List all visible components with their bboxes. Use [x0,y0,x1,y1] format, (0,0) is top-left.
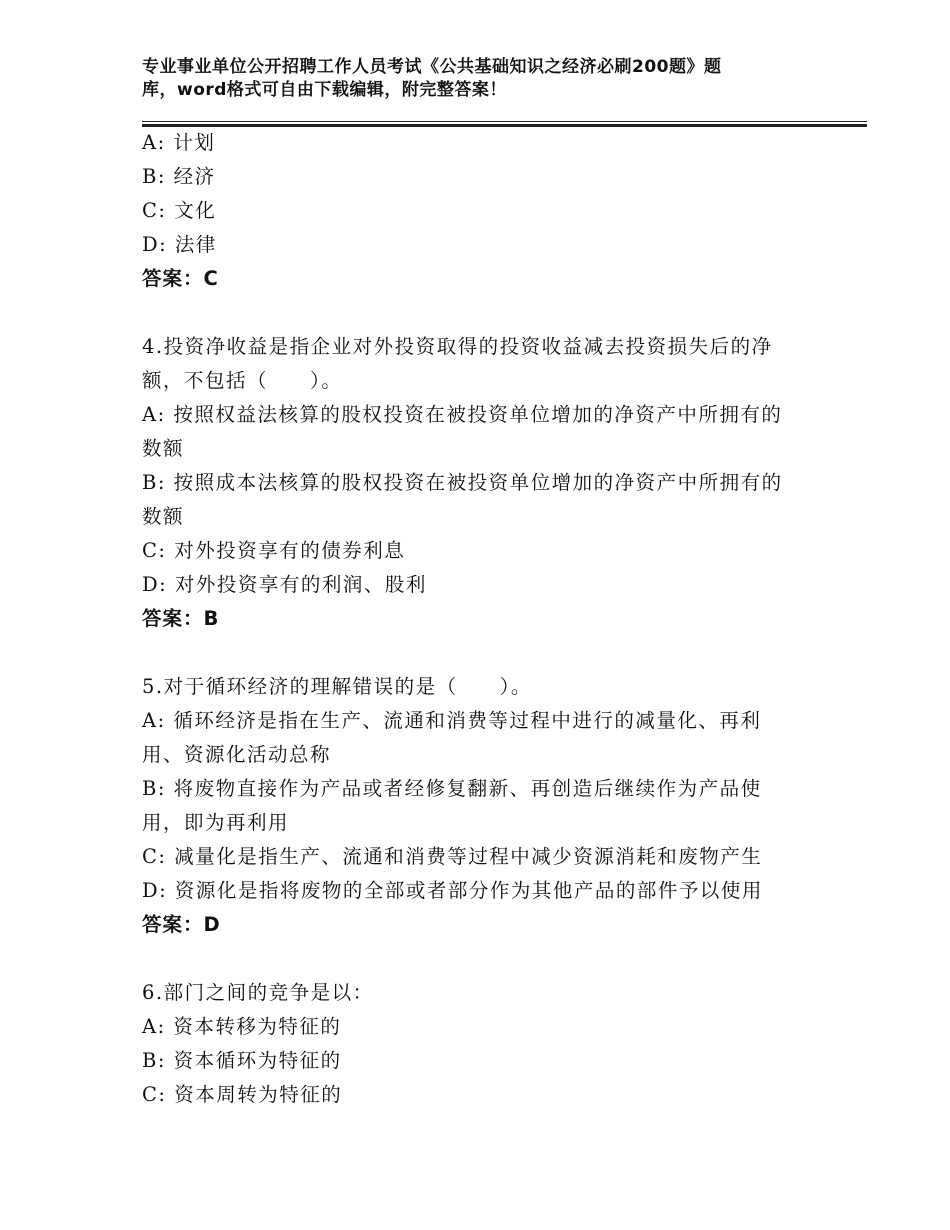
spacer [142,296,822,330]
option-d: D: 法律 [142,233,217,256]
option-a: A: 按照权益法核算的股权投资在被投资单位增加的净资产中所拥有的 [142,403,783,426]
option-b-continued: 数额 [142,505,185,528]
option-a: A: 资本转移为特征的 [142,1015,342,1038]
answer-label: 答案：B [142,607,220,630]
question-4 [142,330,822,636]
option-b-continued: 用，即为再利用 [142,811,290,834]
answer-label: 答案：D [142,913,221,936]
option-b: B: 将废物直接作为产品或者经修复翻新、再创造后继续作为产品使 [142,777,762,800]
option-d: D: 资源化是指将废物的全部或者部分作为其他产品的部件予以使用 [142,879,763,902]
option-c: C: 对外投资享有的债券利息 [142,539,406,562]
question-stem: 4.投资净收益是指企业对外投资取得的投资收益减去投资损失后的净 [142,335,773,358]
option-c: C: 资本周转为特征的 [142,1083,343,1106]
option-b: B: 资本循环为特征的 [142,1049,342,1072]
option-a: A: 循环经济是指在生产、流通和消费等过程中进行的减量化、再利 [142,709,762,732]
header-divider-thin [142,121,867,122]
header-line-2: 库，word格式可自由下载编辑，附完整答案！ [142,80,507,100]
question-6 [142,976,822,1112]
document-header [142,56,782,102]
option-c: C: 减量化是指生产、流通和消费等过程中减少资源消耗和废物产生 [142,845,763,868]
spacer [142,942,822,976]
document-body [142,126,822,1112]
question-stem: 5.对于循环经济的理解错误的是（ ）。 [142,675,532,698]
option-a: A: 计划 [142,131,216,154]
question-stem-continued: 额，不包括（ ）。 [142,369,343,392]
question-3 [142,126,822,296]
question-5 [142,670,822,942]
option-b: B: 经济 [142,165,216,188]
question-stem: 6.部门之间的竞争是以： [142,981,374,1004]
answer-label: 答案：C [142,267,219,290]
option-b: B: 按照成本法核算的股权投资在被投资单位增加的净资产中所拥有的 [142,471,783,494]
spacer [142,636,822,670]
option-d: D: 对外投资享有的利润、股利 [142,573,427,596]
option-c: C: 文化 [142,199,217,222]
option-a-continued: 数额 [142,437,185,460]
option-a-continued: 用、资源化活动总称 [142,743,332,766]
header-line-1: 专业事业单位公开招聘工作人员考试《公共基础知识之经济必刷200题》题 [142,57,722,77]
